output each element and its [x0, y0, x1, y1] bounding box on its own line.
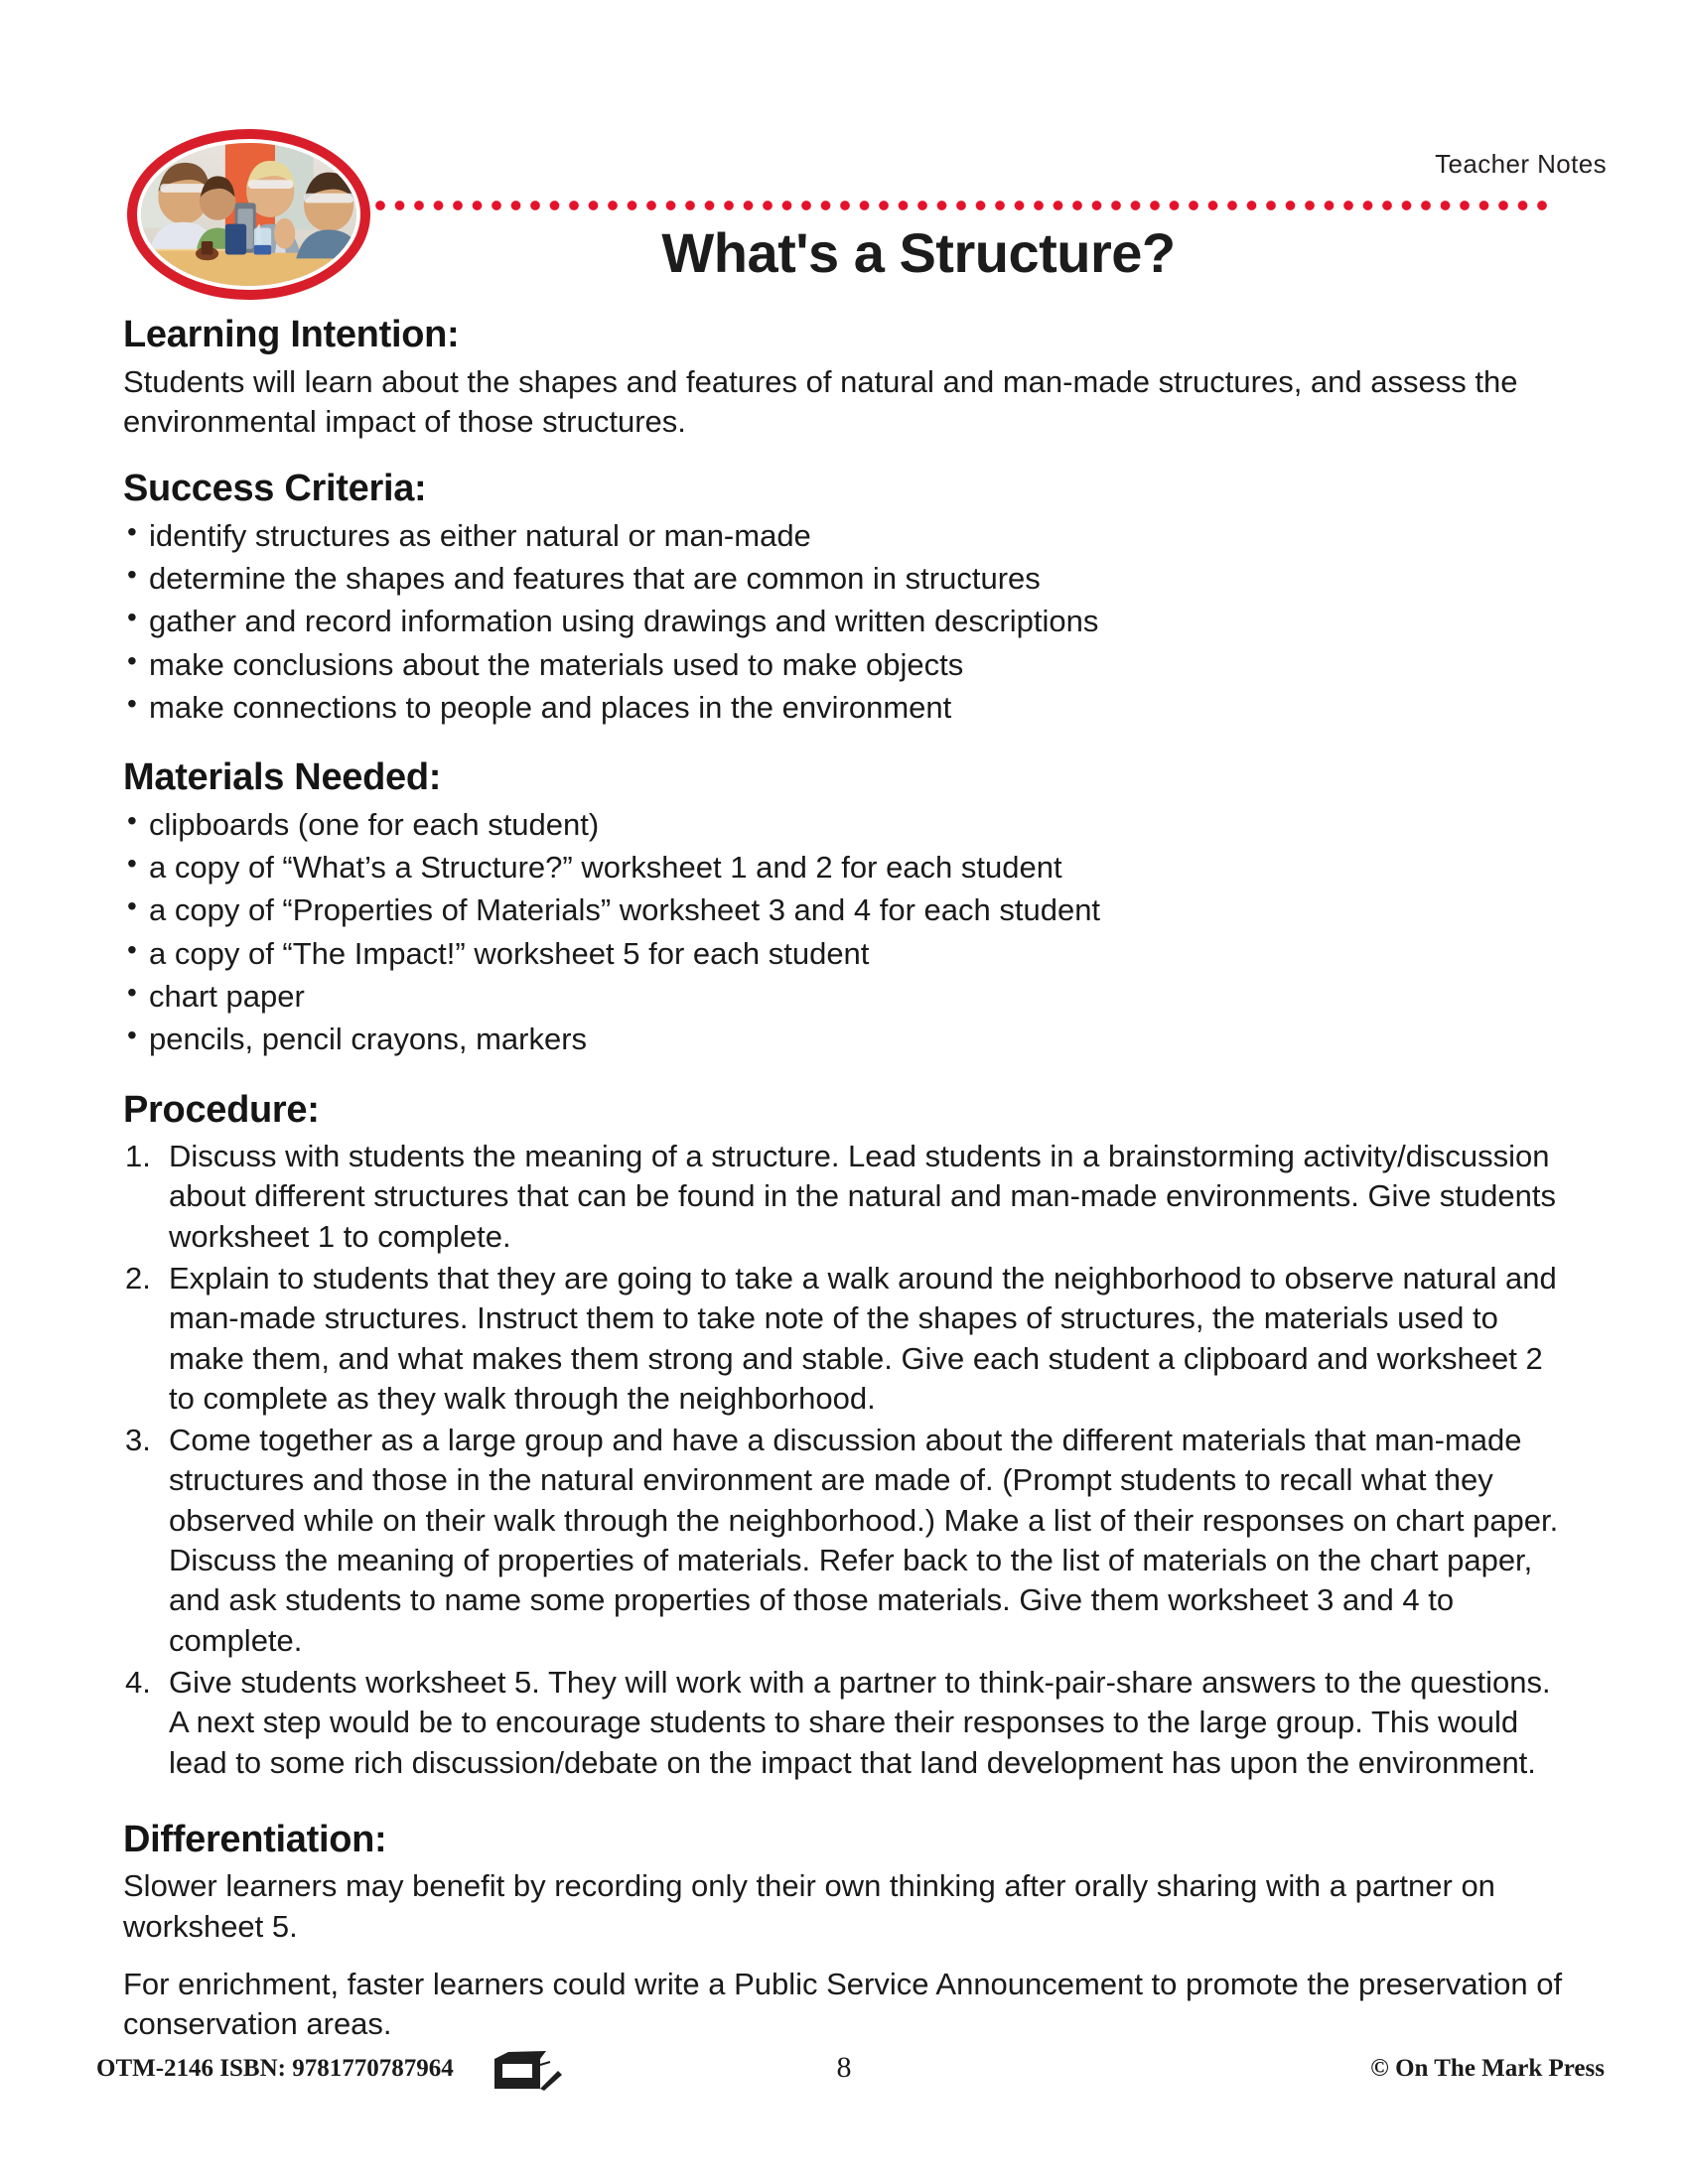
footer-isbn: OTM-2146 ISBN: 9781770787964 — [96, 2055, 454, 2082]
list-item: • make connections to people and places in the environment — [123, 688, 1563, 728]
spacer — [123, 1063, 1563, 1089]
list-item: • make conclusions about the materials used to make objects — [123, 645, 1563, 685]
success-criteria-list — [123, 516, 1563, 728]
section-heading-differentiation: Differentiation: — [123, 1818, 387, 1860]
list-item: Explain to students that they are going to take a walk around the neighborhood to observe natural and man-made structures. Instruct them to take note of the shapes of structures, the materials used to make them, and what makes them strong and stable. Give each student a clipboard and worksheet 2 to complete as they walk through the neighborhood. — [169, 1260, 1557, 1416]
list-item: • clipboards (one for each student) — [123, 805, 1563, 845]
oval-inner-ring — [137, 139, 360, 290]
list-item: Discuss with students the meaning of a structure. Lead students in a brainstorming activity/discussion about different structures that can be found in the natural and man-made environments. Give students worksheet 1 to complete. — [169, 1139, 1556, 1254]
list-item: Give students worksheet 5. They will work with a partner to think-pair-share answers to the questions. A next step would be to encourage students to share their responses to the large group. This would lead to some rich discussion/debate on the impact that land development has upon the environment. — [169, 1664, 1551, 1780]
students-science-photo — [141, 143, 356, 286]
page-title: What's a Structure? — [661, 221, 1176, 284]
procedure-list — [123, 1137, 1563, 1783]
list-item: • pencils, pencil crayons, markers — [123, 1020, 1563, 1059]
spacer — [123, 1785, 1563, 1819]
page-header — [0, 0, 1688, 284]
list-item: • a copy of “Properties of Materials” worksheet 3 and 4 for each student — [123, 890, 1563, 930]
page-content — [123, 314, 1563, 2045]
list-item: • gather and record information using drawings and written descriptions — [123, 602, 1563, 641]
footer-copyright: © On The Mark Press — [1370, 2055, 1605, 2082]
list-item: • identify structures as either natural or man-made — [123, 516, 1563, 556]
materials-needed-list — [123, 805, 1563, 1060]
list-item: • determine the shapes and features that are common in structures — [123, 559, 1563, 599]
list-item: • a copy of “The Impact!” worksheet 5 for each student — [123, 934, 1563, 974]
spacer — [123, 731, 1563, 756]
section-heading-learning-intention: Learning Intention: — [123, 314, 460, 355]
section-heading-materials-needed: Materials Needed: — [123, 756, 442, 799]
differentiation-paragraph-2: For enrichment, faster learners could write a Public Service Announcement to promote the preservation of conservation areas. — [123, 1966, 1563, 2042]
spacer — [123, 1947, 1563, 1965]
list-item: • a copy of “What’s a Structure?” worksheet 1 and 2 for each student — [123, 848, 1563, 887]
spacer — [123, 442, 1563, 468]
section-heading-success-criteria: Success Criteria: — [123, 468, 427, 510]
teacher-notes-label: Teacher Notes — [1435, 149, 1607, 179]
differentiation-paragraph-1: Slower learners may benefit by recording only their own thinking after orally sharing with a partner on worksheet 5. — [123, 1868, 1495, 1944]
page-footer — [0, 2047, 1688, 2107]
learning-intention-body: Students will learn about the shapes and features of natural and man-made structures, and assess the environmental impact of those structures. — [123, 363, 1518, 439]
list-item: Come together as a large group and have a discussion about the different materials that man-made structures and those in the natural environment are made of. (Prompt students to recall what they observed while on their walk through the neighborhood.) Make a list of their responses on chart paper. Discuss the meaning of properties of materials. Refer back to the list of materials on the chart paper, and ask students to name some properties of those materials. Give them worksheet 3 and 4 to complete. — [169, 1423, 1559, 1658]
page-number: 8 — [836, 2051, 852, 2084]
list-item: • chart paper — [123, 977, 1563, 1017]
section-heading-procedure: Procedure: — [123, 1088, 320, 1131]
red-dotted-divider — [375, 199, 1552, 212]
header-photo-oval — [127, 129, 370, 300]
